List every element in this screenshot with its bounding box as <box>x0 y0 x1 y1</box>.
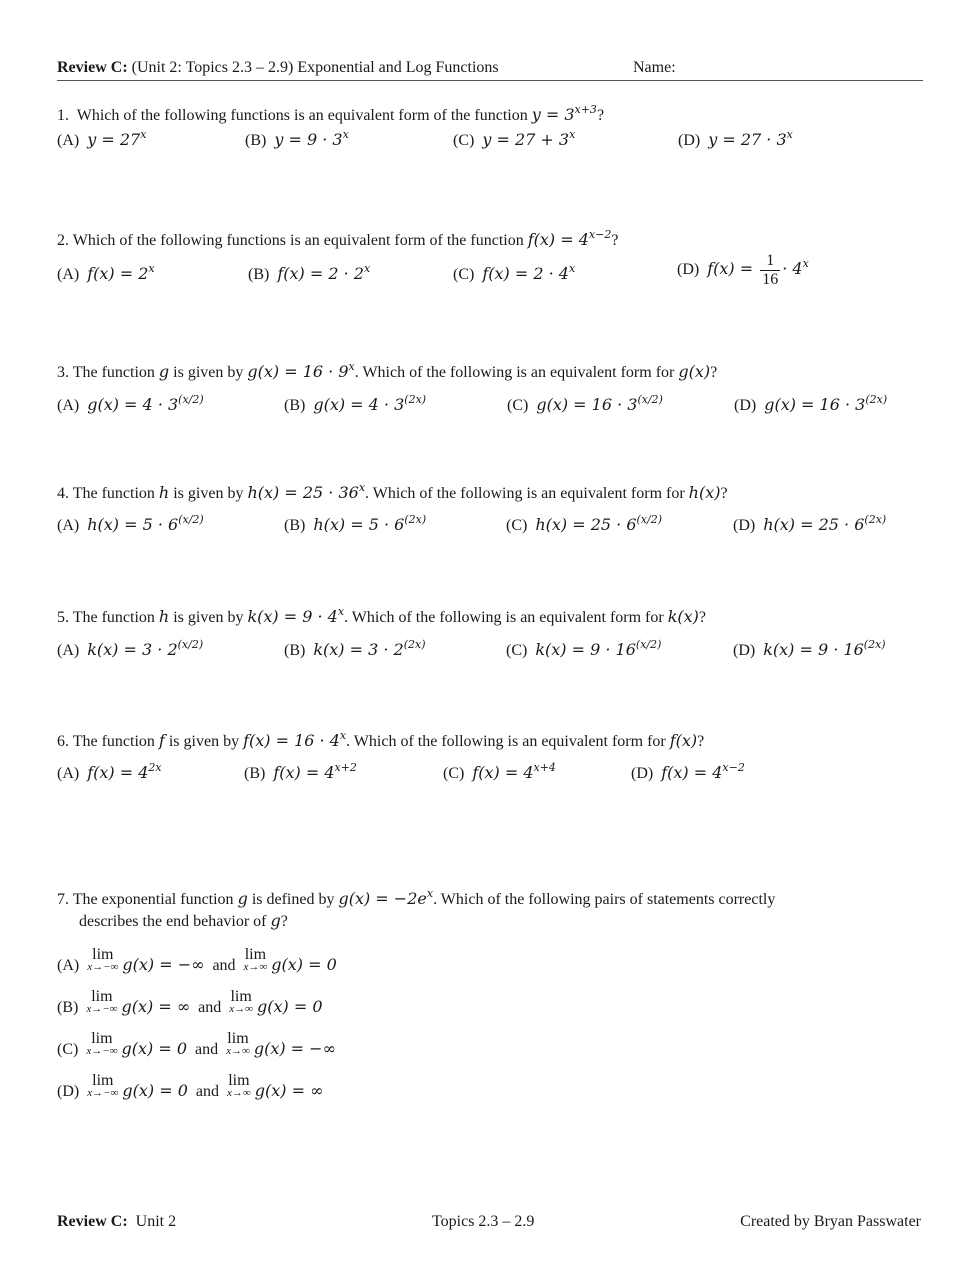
q2-choice-d[interactable] <box>677 252 809 289</box>
q3-tail: g(x) <box>678 362 711 381</box>
choice-exp: (x/2) <box>637 393 663 406</box>
choice-label: (C) <box>506 517 528 534</box>
choice-exp: (2x) <box>404 393 427 406</box>
choice-label: (B) <box>284 397 306 414</box>
and-word: and <box>195 1083 219 1100</box>
q1-choice-c[interactable] <box>453 130 575 150</box>
choice-exp: (x/2) <box>635 638 662 651</box>
q5-text: is given by <box>169 609 248 626</box>
q2-choice-a[interactable] <box>57 264 155 284</box>
choice-label: (D) <box>57 1083 80 1100</box>
q7-text: describes the end behavior of <box>79 913 271 930</box>
fraction <box>760 252 780 289</box>
q7-end: ? <box>280 913 288 930</box>
limit-expr: g(x) = 0 <box>122 1081 188 1100</box>
choice-exp: (2x) <box>864 513 887 526</box>
q4-number: 4. <box>57 485 69 502</box>
choice-expr: f(x) = 2 · 2 <box>277 264 364 283</box>
choice-expr: k(x) = 3 · 2 <box>313 640 404 659</box>
q4-choice-c[interactable] <box>506 515 662 535</box>
choice-expr: y = 27 <box>87 130 141 149</box>
choice-expr: k(x) = 9 · 16 <box>763 640 864 659</box>
question-5 <box>57 607 706 627</box>
q5-choice-a[interactable] <box>57 640 203 660</box>
q2-number: 2. <box>57 232 69 249</box>
q7-fn-exp: x <box>426 887 434 900</box>
choice-expr: h(x) = 5 · 6 <box>87 515 179 534</box>
choice-expr: f(x) = 4 <box>273 763 335 782</box>
limit-left <box>87 946 118 972</box>
choice-expr: y = 27 + 3 <box>482 130 570 149</box>
limit-expr: g(x) = 0 <box>121 1039 187 1058</box>
choice-label: (C) <box>57 1041 79 1058</box>
choice-expr: f(x) = 2 <box>87 264 149 283</box>
lim-sub: x→∞ <box>229 1003 253 1015</box>
choice-label: (C) <box>453 266 475 283</box>
q2-choice-c[interactable] <box>453 264 575 284</box>
choice-label: (A) <box>57 765 80 782</box>
q6-text: The function <box>72 733 159 750</box>
q3-end: ? <box>710 364 718 381</box>
q5-fn-exp: x <box>337 605 345 618</box>
footer-credit: Created by Bryan Passwater <box>740 1213 921 1230</box>
q7-var: g <box>237 889 248 908</box>
lim-word: lim <box>230 988 252 1005</box>
header-title: (Unit 2: Topics 2.3 – 2.9) Exponential and Log Functions <box>131 59 499 76</box>
choice-exp: x <box>342 128 349 141</box>
choice-label: (D) <box>733 642 756 659</box>
q4-tail: h(x) <box>688 483 721 502</box>
name-label: Name: <box>633 59 676 76</box>
choice-label: (C) <box>443 765 465 782</box>
q5-text: The function <box>72 609 159 626</box>
lim-sub: x→∞ <box>226 1045 250 1057</box>
q6-choice-b[interactable] <box>244 763 357 783</box>
q2-fn-exp: x−2 <box>588 228 612 241</box>
q6-text: is given by <box>164 733 244 750</box>
q2-stem: Which of the following functions is an equivalent form of the function <box>72 232 528 249</box>
choice-exp: (2x) <box>404 513 427 526</box>
q7-choice-a[interactable] <box>57 946 337 975</box>
choice-exp: x <box>140 128 147 141</box>
choice-expr: g(x) = 4 · 3 <box>87 395 179 414</box>
choice-expr: f(x) = <box>707 259 759 279</box>
choice-label: (B) <box>57 999 79 1016</box>
q7-choice-d[interactable] <box>57 1072 323 1101</box>
q3-choice-d[interactable] <box>734 395 887 415</box>
q3-number: 3. <box>57 364 69 381</box>
choice-exp: x <box>786 128 793 141</box>
limit-expr: g(x) = −∞ <box>122 955 205 974</box>
q7-text: . Which of the following pairs of statements correctly <box>433 891 776 908</box>
fraction-numerator: 1 <box>760 252 780 271</box>
q7-choice-c[interactable] <box>57 1030 336 1059</box>
choice-label: (A) <box>57 397 80 414</box>
limit-expr: g(x) = ∞ <box>254 1081 324 1100</box>
q3-fn: g(x) = 16 · 9 <box>247 362 349 381</box>
q4-end: ? <box>720 485 728 502</box>
q4-choice-d[interactable] <box>733 515 886 535</box>
lim-word: lim <box>91 1030 113 1047</box>
choice-expr: y = 9 · 3 <box>274 130 343 149</box>
choice-expr: h(x) = 25 · 6 <box>535 515 637 534</box>
footer-unit: Unit 2 <box>135 1213 177 1230</box>
question-6 <box>57 731 704 751</box>
limit-expr: g(x) = 0 <box>256 997 323 1016</box>
choice-exp: (2x) <box>865 393 888 406</box>
choice-label: (B) <box>284 517 306 534</box>
choice-exp: (x/2) <box>178 513 204 526</box>
q7-fn: g(x) = −2e <box>338 889 427 908</box>
q6-choice-d[interactable] <box>631 763 745 783</box>
limit-right <box>226 1030 250 1056</box>
q7-line-2 <box>79 911 288 931</box>
choice-label: (B) <box>248 266 270 283</box>
q6-fn: f(x) = 16 · 4 <box>243 731 340 750</box>
choice-label: (A) <box>57 266 80 283</box>
lim-sub: x→−∞ <box>87 961 119 973</box>
q7-text: The exponential function <box>72 891 238 908</box>
q7-text: is defined by <box>247 891 339 908</box>
limit-expr: g(x) = ∞ <box>121 997 191 1016</box>
choice-exp: x <box>148 262 155 275</box>
choice-exp: x <box>802 257 809 271</box>
choice-label: (B) <box>284 642 306 659</box>
choice-expr: f(x) = 2 · 4 <box>482 264 569 283</box>
q4-fn-exp: x <box>358 481 366 494</box>
q4-text: . Which of the following is an equivalent form for <box>365 485 689 502</box>
choice-exp: (2x) <box>403 638 426 651</box>
choice-exp: (x/2) <box>636 513 663 526</box>
question-7 <box>57 889 775 909</box>
q3-choice-c[interactable] <box>507 395 663 415</box>
q6-number: 6. <box>57 733 69 750</box>
lim-word: lim <box>92 1072 114 1089</box>
footer-left <box>57 1213 176 1231</box>
q3-choice-a[interactable] <box>57 395 204 415</box>
choice-exp: x−2 <box>722 761 745 774</box>
question-1 <box>57 105 604 125</box>
choice-label: (D) <box>733 517 756 534</box>
q4-text: is given by <box>169 485 248 502</box>
choice-label: (A) <box>57 517 80 534</box>
lim-word: lim <box>91 988 113 1005</box>
choice-expr: f(x) = 4 <box>661 763 723 782</box>
choice-label: (A) <box>57 957 80 974</box>
q6-text: . Which of the following is an equivalent form for <box>346 733 670 750</box>
q5-choice-c[interactable] <box>506 640 661 660</box>
q6-end: ? <box>697 733 705 750</box>
choice-expr: g(x) = 16 · 3 <box>536 395 638 414</box>
q5-text: . Which of the following is an equivalent form for <box>344 609 668 626</box>
choice-label: (A) <box>57 642 80 659</box>
q2-fn: f(x) = 4 <box>527 230 589 249</box>
choice-exp: x <box>569 128 576 141</box>
q7-var: g <box>270 911 281 930</box>
q2-choice-b[interactable] <box>248 264 370 284</box>
page-header <box>57 59 499 77</box>
q5-fn: k(x) = 9 · 4 <box>247 607 338 626</box>
q6-tail: f(x) <box>669 731 698 750</box>
question-3 <box>57 362 717 382</box>
choice-expr: f(x) = 4 <box>472 763 534 782</box>
choice-exp: 2x <box>148 761 162 774</box>
choice-exp: (x/2) <box>178 393 204 406</box>
q3-fn-exp: x <box>348 360 355 373</box>
choice-exp: x <box>568 262 576 275</box>
q6-fn-exp: x <box>339 729 347 742</box>
choice-label: (A) <box>57 132 80 149</box>
q4-choice-a[interactable] <box>57 515 204 535</box>
q3-text: is given by <box>169 364 248 381</box>
q2-end: ? <box>611 232 619 249</box>
choice-label: (C) <box>453 132 475 149</box>
limit-left <box>86 1030 117 1056</box>
and-word: and <box>195 1041 219 1058</box>
choice-label: (B) <box>245 132 267 149</box>
choice-expr: k(x) = 3 · 2 <box>87 640 178 659</box>
lim-sub: x→−∞ <box>86 1003 118 1015</box>
q4-var: h <box>158 483 170 502</box>
choice-exp: x <box>363 262 371 275</box>
choice-expr: h(x) = 5 · 6 <box>313 515 405 534</box>
limit-left <box>87 1072 118 1098</box>
q1-fn: y = 3 <box>531 105 575 124</box>
and-word: and <box>198 999 222 1016</box>
q3-text: . Which of the following is an equivalent form for <box>354 364 679 381</box>
q3-choice-b[interactable] <box>284 395 426 415</box>
choice-exp: x+2 <box>334 761 357 774</box>
q4-choice-b[interactable] <box>284 515 426 535</box>
lim-sub: x→−∞ <box>87 1087 119 1099</box>
lim-sub: x→−∞ <box>86 1045 118 1057</box>
lim-sub: x→∞ <box>243 961 268 973</box>
header-review-label: Review C: <box>57 59 128 76</box>
choice-exp: (x/2) <box>177 638 204 651</box>
choice-label: (D) <box>678 132 701 149</box>
choice-exp: (2x) <box>863 638 886 651</box>
q6-var: f <box>158 731 165 750</box>
choice-expr: y = 27 · 3 <box>708 130 787 149</box>
choice-expr: g(x) = 4 · 3 <box>313 395 405 414</box>
and-word: and <box>212 957 236 974</box>
q5-number: 5. <box>57 609 69 626</box>
q5-choice-d[interactable] <box>733 640 886 660</box>
q5-choice-b[interactable] <box>284 640 426 660</box>
limit-left <box>86 988 117 1014</box>
limit-right <box>244 946 268 972</box>
q1-choice-a[interactable] <box>57 130 146 150</box>
q1-choice-d[interactable] <box>678 130 793 150</box>
choice-expr: h(x) = 25 · 6 <box>763 515 865 534</box>
choice-label: (B) <box>244 765 266 782</box>
lim-word: lim <box>92 946 114 963</box>
footer-review-label: Review C: <box>57 1213 128 1230</box>
q1-stem: Which of the following functions is an equivalent form of the function <box>76 107 532 124</box>
q3-text: The function <box>72 364 159 381</box>
choice-expr-tail: · 4 <box>782 259 803 279</box>
question-2 <box>57 230 618 250</box>
q7-choice-b[interactable] <box>57 988 323 1017</box>
choice-label: (D) <box>734 397 757 414</box>
limit-expr: g(x) = −∞ <box>253 1039 336 1058</box>
choice-expr: k(x) = 9 · 16 <box>535 640 636 659</box>
q6-choice-c[interactable] <box>443 763 556 783</box>
question-4 <box>57 483 728 503</box>
q5-end: ? <box>698 609 707 626</box>
choice-expr: f(x) = 4 <box>87 763 149 782</box>
choice-label: (D) <box>631 765 654 782</box>
q7-number: 7. <box>57 891 69 908</box>
choice-exp: x+4 <box>533 761 556 774</box>
q6-choice-a[interactable] <box>57 763 162 783</box>
limit-right <box>227 1072 251 1098</box>
q4-fn: h(x) = 25 · 36 <box>247 483 359 502</box>
q4-text: The function <box>72 485 159 502</box>
choice-label: (C) <box>506 642 528 659</box>
q3-var: g <box>158 362 170 381</box>
header-divider <box>57 80 923 81</box>
q1-number: 1. <box>57 107 69 124</box>
choice-label: (D) <box>677 261 700 279</box>
limit-expr: g(x) = 0 <box>271 955 337 974</box>
lim-word: lim <box>227 1030 249 1047</box>
footer-topics: Topics 2.3 – 2.9 <box>432 1213 535 1230</box>
fraction-denominator: 16 <box>762 271 779 288</box>
q5-tail: k(x) <box>667 607 699 626</box>
lim-word: lim <box>228 1072 250 1089</box>
q1-choice-b[interactable] <box>245 130 349 150</box>
q5-var: h <box>158 607 170 626</box>
lim-sub: x→∞ <box>227 1087 251 1099</box>
q1-fn-exp: x+3 <box>574 103 597 116</box>
choice-expr: g(x) = 16 · 3 <box>764 395 866 414</box>
q1-end: ? <box>596 107 605 124</box>
lim-word: lim <box>244 946 267 963</box>
limit-right <box>229 988 253 1014</box>
choice-label: (C) <box>507 397 529 414</box>
